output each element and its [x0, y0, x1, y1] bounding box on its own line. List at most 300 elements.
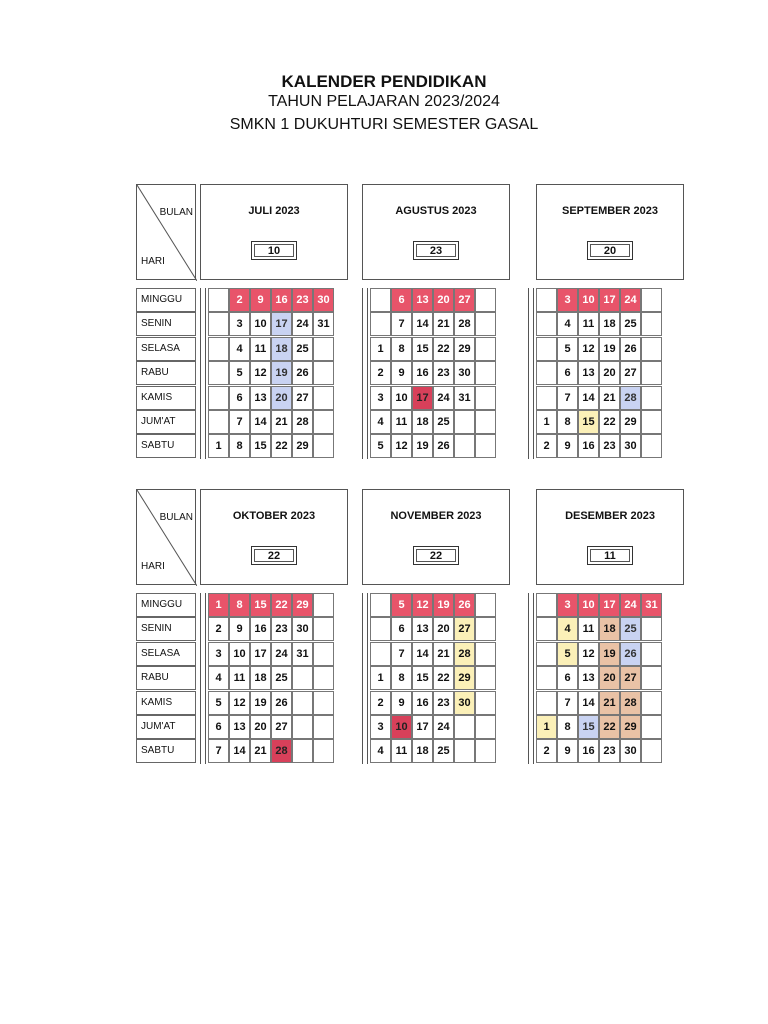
calendar-day: 15	[250, 434, 271, 458]
month-separator	[200, 593, 206, 764]
calendar-day: 30	[292, 617, 313, 641]
empty-day-cell	[208, 386, 229, 410]
empty-day-cell	[370, 642, 391, 666]
empty-day-cell	[313, 642, 334, 666]
calendar-day: 25	[620, 617, 641, 641]
calendar-day: 18	[599, 312, 620, 336]
calendar-day: 1	[208, 593, 229, 617]
calendar-day: 29	[292, 434, 313, 458]
empty-day-cell	[313, 593, 334, 617]
calendar-day: 7	[208, 739, 229, 763]
calendar-day: 22	[271, 593, 292, 617]
empty-day-cell	[641, 410, 662, 434]
calendar-day: 2	[370, 361, 391, 385]
weekday-label: MINGGU	[136, 288, 196, 312]
empty-day-cell	[208, 288, 229, 312]
calendar-day: 8	[557, 715, 578, 739]
month-header-row	[136, 184, 682, 282]
calendar-day: 11	[578, 312, 599, 336]
calendar-day: 7	[391, 312, 412, 336]
empty-day-cell	[370, 593, 391, 617]
weekday-label: SABTU	[136, 739, 196, 763]
calendar-day: 16	[412, 691, 433, 715]
calendar-day: 27	[271, 715, 292, 739]
empty-day-cell	[536, 666, 557, 690]
calendar-day: 9	[557, 434, 578, 458]
weekday-label: SENIN	[136, 312, 196, 336]
calendar-day: 25	[433, 739, 454, 763]
effective-days-count: 20	[587, 241, 633, 260]
calendar-day: 14	[229, 739, 250, 763]
empty-day-cell	[313, 739, 334, 763]
calendar-day: 17	[412, 386, 433, 410]
calendar-day: 8	[391, 337, 412, 361]
calendar-day: 23	[599, 434, 620, 458]
calendar-day: 5	[229, 361, 250, 385]
calendar-day: 23	[292, 288, 313, 312]
calendar-day: 4	[557, 312, 578, 336]
calendar-day: 2	[370, 691, 391, 715]
calendar-day: 20	[271, 386, 292, 410]
empty-day-cell	[313, 386, 334, 410]
empty-day-cell	[313, 410, 334, 434]
calendar-day: 19	[271, 361, 292, 385]
calendar-day: 19	[250, 691, 271, 715]
empty-day-cell	[454, 410, 475, 434]
calendar-day: 27	[292, 386, 313, 410]
calendar-day: 5	[370, 434, 391, 458]
calendar-day: 25	[271, 666, 292, 690]
effective-days-count: 10	[251, 241, 297, 260]
empty-day-cell	[313, 666, 334, 690]
calendar-day: 24	[620, 288, 641, 312]
calendar-day: 1	[370, 666, 391, 690]
calendar-day: 19	[599, 642, 620, 666]
calendar-day: 2	[536, 434, 557, 458]
empty-day-cell	[454, 715, 475, 739]
calendar-day: 17	[250, 642, 271, 666]
empty-day-cell	[475, 288, 496, 312]
calendar-day: 6	[208, 715, 229, 739]
calendar-day: 14	[578, 386, 599, 410]
calendar-day: 4	[208, 666, 229, 690]
calendar-day: 28	[454, 642, 475, 666]
calendar-day: 31	[313, 312, 334, 336]
calendar-day: 27	[620, 666, 641, 690]
calendar-day: 5	[557, 337, 578, 361]
calendar-day: 23	[433, 691, 454, 715]
calendar-day: 3	[370, 715, 391, 739]
weekday-label: MINGGU	[136, 593, 196, 617]
weekday-label: KAMIS	[136, 386, 196, 410]
calendar-day: 6	[391, 288, 412, 312]
calendar-day: 21	[433, 642, 454, 666]
calendar-day: 1	[536, 715, 557, 739]
empty-day-cell	[641, 617, 662, 641]
month-name: OKTOBER 2023	[232, 510, 316, 522]
empty-day-cell	[292, 715, 313, 739]
calendar-day: 12	[412, 593, 433, 617]
calendar-day: 4	[229, 337, 250, 361]
weekday-label: KAMIS	[136, 691, 196, 715]
calendar-day: 26	[433, 434, 454, 458]
weekday-label: RABU	[136, 361, 196, 385]
empty-day-cell	[475, 434, 496, 458]
calendar-day: 30	[620, 739, 641, 763]
month-header	[536, 489, 684, 585]
empty-day-cell	[536, 337, 557, 361]
calendar-day: 14	[250, 410, 271, 434]
calendar-day: 25	[433, 410, 454, 434]
month-header	[200, 184, 348, 280]
month-name: DESEMBER 2023	[565, 510, 655, 522]
calendar-day: 9	[391, 691, 412, 715]
calendar-day: 13	[412, 617, 433, 641]
calendar-day: 26	[620, 642, 641, 666]
calendar-day: 18	[599, 617, 620, 641]
calendar-day: 9	[250, 288, 271, 312]
calendar-day: 26	[620, 337, 641, 361]
calendar-day: 22	[433, 666, 454, 690]
calendar-day: 2	[229, 288, 250, 312]
calendar-day: 21	[599, 691, 620, 715]
weekday-label: SELASA	[136, 642, 196, 666]
calendar-day: 8	[229, 434, 250, 458]
month-name: SEPTEMBER 2023	[562, 205, 658, 217]
calendar-day: 27	[454, 617, 475, 641]
calendar-day: 6	[557, 361, 578, 385]
empty-day-cell	[641, 288, 662, 312]
calendar-day: 30	[620, 434, 641, 458]
calendar-day: 21	[433, 312, 454, 336]
calendar-day: 15	[412, 337, 433, 361]
calendar-day: 6	[391, 617, 412, 641]
calendar-day: 28	[620, 691, 641, 715]
calendar-day: 3	[208, 642, 229, 666]
calendar-day: 17	[599, 288, 620, 312]
empty-day-cell	[641, 386, 662, 410]
weekday-label: SENIN	[136, 617, 196, 641]
calendar-day: 7	[557, 691, 578, 715]
calendar-day: 20	[433, 288, 454, 312]
calendar-day: 26	[271, 691, 292, 715]
empty-day-cell	[313, 434, 334, 458]
calendar-day: 23	[433, 361, 454, 385]
calendar-day: 24	[271, 642, 292, 666]
calendar-day: 29	[454, 666, 475, 690]
calendar-day: 20	[433, 617, 454, 641]
empty-day-cell	[536, 288, 557, 312]
calendar-day: 17	[599, 593, 620, 617]
empty-day-cell	[641, 739, 662, 763]
month-header-row	[136, 489, 682, 587]
calendar-day: 25	[620, 312, 641, 336]
effective-days-count: 23	[413, 241, 459, 260]
calendar-day: 2	[208, 617, 229, 641]
empty-day-cell	[536, 617, 557, 641]
empty-day-cell	[313, 617, 334, 641]
empty-day-cell	[536, 593, 557, 617]
calendar-day: 24	[620, 593, 641, 617]
empty-day-cell	[641, 642, 662, 666]
empty-day-cell	[454, 434, 475, 458]
calendar-day: 7	[557, 386, 578, 410]
calendar-day: 16	[412, 361, 433, 385]
calendar-day: 15	[578, 715, 599, 739]
empty-day-cell	[208, 361, 229, 385]
calendar-day: 10	[578, 288, 599, 312]
month-separator	[200, 288, 206, 459]
calendar-day: 16	[250, 617, 271, 641]
calendar-day: 4	[557, 617, 578, 641]
calendar-day: 30	[313, 288, 334, 312]
calendar-day: 24	[292, 312, 313, 336]
month-name: AGUSTUS 2023	[395, 205, 477, 217]
calendar-day: 3	[557, 593, 578, 617]
calendar-day: 28	[454, 312, 475, 336]
effective-days-count: 22	[251, 546, 297, 565]
empty-day-cell	[641, 434, 662, 458]
empty-day-cell	[208, 410, 229, 434]
empty-day-cell	[641, 691, 662, 715]
calendar-day: 27	[620, 361, 641, 385]
calendar-day: 26	[292, 361, 313, 385]
calendar-day: 8	[557, 410, 578, 434]
calendar-day: 18	[250, 666, 271, 690]
calendar-day: 18	[412, 739, 433, 763]
calendar-day: 18	[412, 410, 433, 434]
calendar-day: 12	[578, 642, 599, 666]
empty-day-cell	[475, 666, 496, 690]
calendar-day: 12	[250, 361, 271, 385]
calendar-day: 28	[271, 739, 292, 763]
calendar-day: 17	[271, 312, 292, 336]
calendar-day: 31	[641, 593, 662, 617]
calendar-day: 21	[250, 739, 271, 763]
calendar-day: 18	[271, 337, 292, 361]
empty-day-cell	[475, 739, 496, 763]
empty-day-cell	[292, 691, 313, 715]
calendar-day: 22	[599, 410, 620, 434]
calendar-day: 11	[578, 617, 599, 641]
calendar-day: 3	[229, 312, 250, 336]
empty-day-cell	[536, 361, 557, 385]
calendar-day: 16	[271, 288, 292, 312]
empty-day-cell	[370, 617, 391, 641]
calendar-day: 16	[578, 434, 599, 458]
weekday-label: SELASA	[136, 337, 196, 361]
empty-day-cell	[536, 691, 557, 715]
month-name: NOVEMBER 2023	[390, 510, 482, 522]
weekday-label: JUM'AT	[136, 715, 196, 739]
calendar-day: 7	[391, 642, 412, 666]
academic-year: TAHUN PELAJARAN 2023/2024	[268, 93, 500, 110]
calendar-day: 11	[391, 739, 412, 763]
bulan-hari-corner	[136, 489, 196, 585]
calendar-day: 5	[391, 593, 412, 617]
empty-day-cell	[313, 691, 334, 715]
calendar-day: 24	[433, 715, 454, 739]
empty-day-cell	[536, 386, 557, 410]
empty-day-cell	[536, 312, 557, 336]
calendar-day: 15	[578, 410, 599, 434]
calendar-day: 15	[250, 593, 271, 617]
calendar-day: 9	[391, 361, 412, 385]
calendar-day: 12	[229, 691, 250, 715]
bulan-label: BULAN	[159, 207, 193, 218]
calendar-day: 14	[412, 312, 433, 336]
calendar-day: 17	[412, 715, 433, 739]
weekday-label: JUM'AT	[136, 410, 196, 434]
calendar-day: 8	[391, 666, 412, 690]
month-header	[362, 184, 510, 280]
calendar-day: 6	[229, 386, 250, 410]
calendar-day: 5	[557, 642, 578, 666]
calendar-day: 22	[271, 434, 292, 458]
bulan-label: BULAN	[159, 512, 193, 523]
calendar-day: 30	[454, 691, 475, 715]
empty-day-cell	[641, 337, 662, 361]
calendar-day: 13	[578, 361, 599, 385]
calendar-day: 10	[229, 642, 250, 666]
empty-day-cell	[208, 312, 229, 336]
calendar-day: 13	[250, 386, 271, 410]
empty-day-cell	[475, 715, 496, 739]
calendar-day: 19	[412, 434, 433, 458]
calendar-day: 22	[599, 715, 620, 739]
month-header	[536, 184, 684, 280]
effective-days-count: 11	[587, 546, 633, 565]
empty-day-cell	[475, 691, 496, 715]
empty-day-cell	[313, 337, 334, 361]
calendar-day: 22	[433, 337, 454, 361]
empty-day-cell	[370, 312, 391, 336]
effective-days-count: 22	[413, 546, 459, 565]
calendar-day: 10	[391, 715, 412, 739]
calendar-day: 20	[599, 666, 620, 690]
calendar-day: 21	[271, 410, 292, 434]
calendar-day: 26	[454, 593, 475, 617]
calendar-day: 6	[557, 666, 578, 690]
calendar-day: 19	[433, 593, 454, 617]
calendar-day: 25	[292, 337, 313, 361]
calendar-day: 10	[391, 386, 412, 410]
calendar-day: 27	[454, 288, 475, 312]
calendar-day: 23	[271, 617, 292, 641]
calendar-day: 11	[391, 410, 412, 434]
month-header	[362, 489, 510, 585]
calendar-day: 9	[229, 617, 250, 641]
calendar-day: 10	[250, 312, 271, 336]
calendar-day: 8	[229, 593, 250, 617]
calendar-day: 3	[557, 288, 578, 312]
calendar-day: 13	[578, 666, 599, 690]
calendar-day: 20	[599, 361, 620, 385]
weekday-label: SABTU	[136, 434, 196, 458]
calendar-day: 1	[536, 410, 557, 434]
calendar-day: 31	[292, 642, 313, 666]
empty-day-cell	[475, 312, 496, 336]
empty-day-cell	[475, 617, 496, 641]
hari-label: HARI	[141, 561, 165, 572]
day-grid	[136, 593, 682, 764]
empty-day-cell	[292, 666, 313, 690]
calendar-day: 2	[536, 739, 557, 763]
empty-day-cell	[475, 642, 496, 666]
calendar-day: 4	[370, 739, 391, 763]
empty-day-cell	[475, 410, 496, 434]
calendar-day: 15	[412, 666, 433, 690]
empty-day-cell	[370, 288, 391, 312]
calendar-day: 30	[454, 361, 475, 385]
empty-day-cell	[208, 337, 229, 361]
month-name: JULI 2023	[248, 205, 300, 217]
calendar-day: 28	[292, 410, 313, 434]
calendar-day: 10	[578, 593, 599, 617]
empty-day-cell	[641, 715, 662, 739]
empty-day-cell	[475, 386, 496, 410]
month-separator	[528, 593, 534, 764]
calendar-day: 14	[412, 642, 433, 666]
empty-day-cell	[475, 593, 496, 617]
calendar-day: 11	[229, 666, 250, 690]
empty-day-cell	[313, 361, 334, 385]
empty-day-cell	[641, 361, 662, 385]
calendar-day: 4	[370, 410, 391, 434]
calendar-day: 19	[599, 337, 620, 361]
empty-day-cell	[313, 715, 334, 739]
calendar-day: 13	[412, 288, 433, 312]
day-grid	[136, 288, 682, 459]
calendar-day: 9	[557, 739, 578, 763]
calendar-day: 23	[599, 739, 620, 763]
hari-label: HARI	[141, 256, 165, 267]
calendar-day: 11	[250, 337, 271, 361]
empty-day-cell	[641, 312, 662, 336]
calendar-title: KALENDER PENDIDIKAN	[281, 72, 487, 91]
calendar-day: 16	[578, 739, 599, 763]
month-header	[200, 489, 348, 585]
calendar-day: 7	[229, 410, 250, 434]
calendar-day: 21	[599, 386, 620, 410]
calendar-day: 1	[208, 434, 229, 458]
calendar-day: 29	[454, 337, 475, 361]
empty-day-cell	[536, 642, 557, 666]
calendar-day: 31	[454, 386, 475, 410]
calendar-day: 29	[620, 715, 641, 739]
calendar-day: 29	[620, 410, 641, 434]
weekday-label: RABU	[136, 666, 196, 690]
calendar-day: 29	[292, 593, 313, 617]
calendar-day: 20	[250, 715, 271, 739]
empty-day-cell	[454, 739, 475, 763]
calendar-day: 12	[391, 434, 412, 458]
calendar-day: 1	[370, 337, 391, 361]
calendar-day: 13	[229, 715, 250, 739]
month-separator	[362, 593, 368, 764]
bulan-hari-corner	[136, 184, 196, 280]
calendar-day: 3	[370, 386, 391, 410]
empty-day-cell	[475, 337, 496, 361]
calendar-day: 12	[578, 337, 599, 361]
month-separator	[362, 288, 368, 459]
empty-day-cell	[475, 361, 496, 385]
school-semester: SMKN 1 DUKUHTURI SEMESTER GASAL	[229, 116, 539, 133]
month-separator	[528, 288, 534, 459]
empty-day-cell	[641, 666, 662, 690]
calendar-day: 24	[433, 386, 454, 410]
empty-day-cell	[292, 739, 313, 763]
